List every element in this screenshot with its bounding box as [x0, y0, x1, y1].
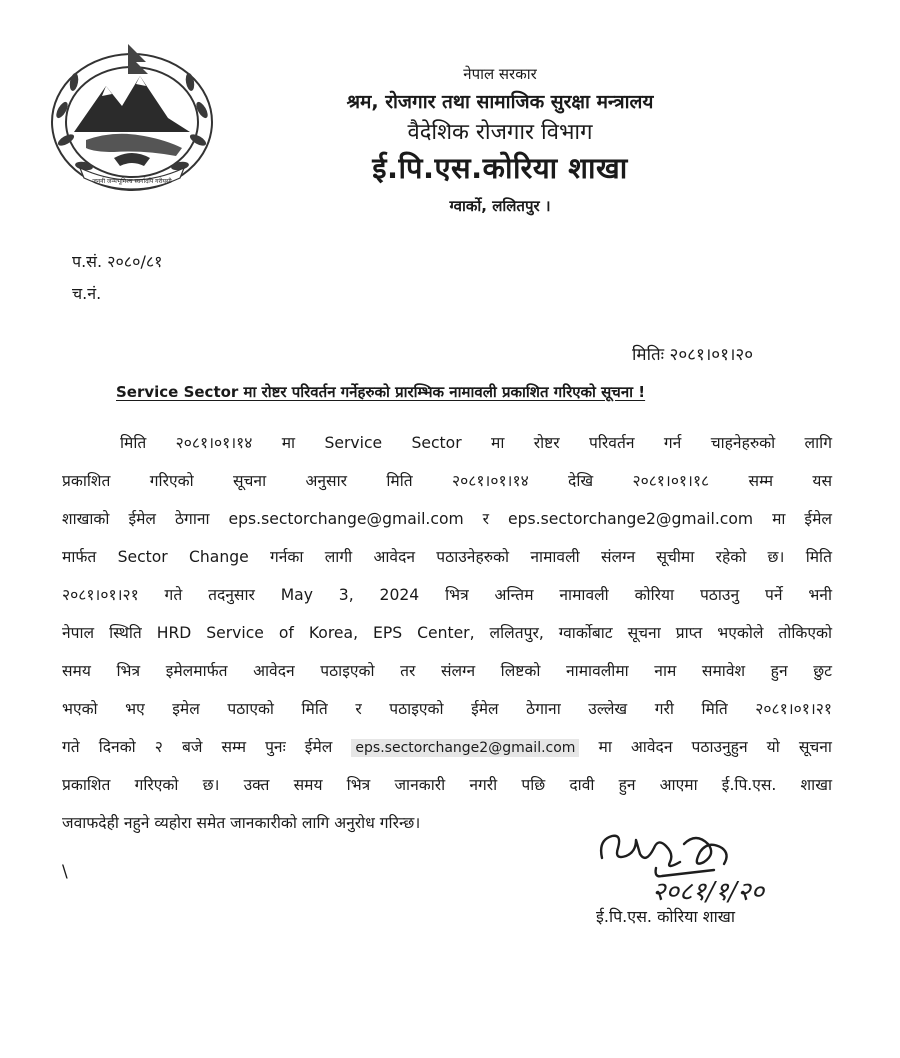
header-government: नेपाल सरकार: [463, 65, 537, 83]
body-line: [62, 736, 832, 759]
body-line-text: मा आवेदन पठाउनुहुन यो सूचना: [598, 738, 832, 756]
body-line: प्रकाशित गरिएको सूचना अनुसार मिति २०८१।०१।१४ देखि २०८१।०१।१८ सम्म यस: [62, 472, 832, 490]
emblem-motto: जननी जन्मभूमिश्च स्वर्गादपि गरीयसी: [92, 178, 172, 185]
body-line-text: गते दिनको २ बजे सम्म पुनः ईमेल: [62, 738, 333, 756]
body-line: मार्फत Sector Change गर्नका लागी आवेदन पठाउनेहरुको नामावली संलग्न सूचीमा रहेको छ। मिति: [62, 548, 832, 566]
body-line: शाखाको ईमेल ठेगाना eps.sectorchange@gmail.com र eps.sectorchange2@gmail.com मा ईमेल: [62, 510, 832, 528]
header-department: वैदेशिक रोजगार विभाग: [407, 120, 593, 145]
notice-subject: Service Sector मा रोष्टर परिवर्तन गर्नेहरुको प्रारम्भिक नामावली प्रकाशित गरिएको सूचना !: [116, 383, 646, 401]
dispatch-number: च.नं.: [72, 284, 102, 303]
body-line: मिति २०८१।०१।१४ मा Service Sector मा रोष्टर परिवर्तन गर्न चाहनेहरुको लागि: [120, 434, 832, 452]
body-line: भएको भए इमेल पठाएको मिति र पठाइएको ईमेल ठेगाना उल्लेख गरी मिति २०८१।०१।२१: [62, 700, 832, 718]
notice-date: मितिः २०८१।०१।२०: [632, 345, 754, 365]
nepal-emblem-icon: [44, 40, 220, 198]
header-address: ग्वार्को, ललितपुर ।: [449, 197, 551, 215]
email-link[interactable]: eps.sectorchange2@gmail.com: [351, 739, 579, 757]
body-line: नेपाल स्थिति HRD Service of Korea, EPS Center, ललितपुर, ग्वार्कोबाट सूचना प्राप्त भएकोले तोकिएको: [62, 624, 832, 642]
body-line: प्रकाशित गरिएको छ। उक्त समय भित्र जानकारी नगरी पछि दावी हुन आएमा ई.पि.एस. शाखा: [62, 776, 832, 794]
stray-mark: \: [62, 862, 68, 882]
body-line: जवाफदेही नहुने व्यहोरा समेत जानकारीको लागि अनुरोध गरिन्छ।: [62, 814, 421, 832]
signature-date: २०८१/१/२०: [652, 877, 765, 907]
reference-number: प.सं. २०८०/८१: [72, 252, 163, 271]
header-branch: ई.पि.एस.कोरिया शाखा: [372, 151, 628, 185]
body-line: २०८१।०१।२१ गते तदनुसार May 3, 2024 भित्र अन्तिम नामावली कोरिया पठाउनु पर्ने भनी: [62, 586, 832, 604]
header-ministry: श्रम, रोजगार तथा सामाजिक सुरक्षा मन्त्रालय: [346, 91, 654, 113]
signatory-office: ई.पि.एस. कोरिया शाखा: [596, 907, 735, 926]
body-line: समय भित्र इमेलमार्फत आवेदन पठाइएको तर संलग्न लिष्टको नामावलीमा नाम समावेश हुन छुट: [62, 662, 832, 680]
